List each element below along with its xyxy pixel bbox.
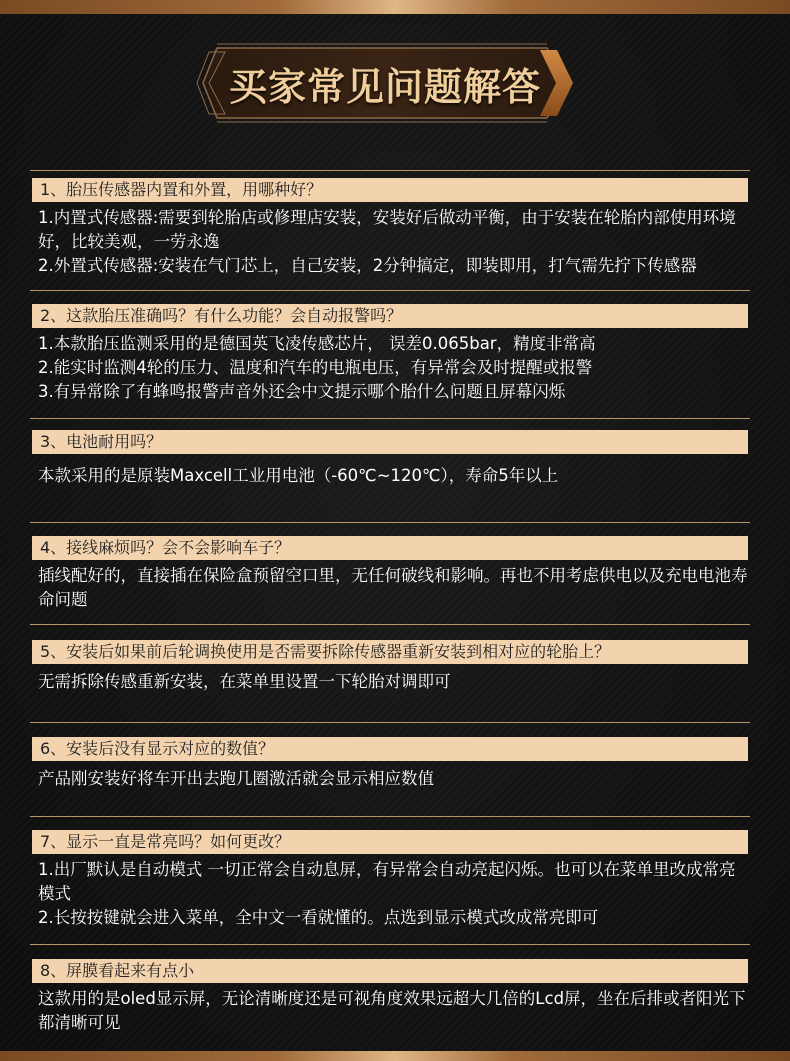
faq-item-4 — [30, 536, 750, 612]
faq-item-7 — [30, 830, 750, 930]
question-bar: 1、胎压传感器内置和外置，用哪种好？ — [32, 178, 748, 202]
divider-line — [30, 170, 750, 171]
question-bar: 3、电池耐用吗？ — [32, 430, 748, 454]
answer-line: 3.有异常除了有蜂鸣报警声音外还会中文提示哪个胎什么问题且屏幕闪烁 — [38, 382, 566, 401]
divider-line — [30, 290, 750, 291]
question-bar: 2、这款胎压准确吗？有什么功能？会自动报警吗？ — [32, 304, 748, 328]
answer-line: 1.出厂默认是自动模式 一切正常会自动息屏，有异常会自动亮起闪烁。也可以在菜单里改成常亮模式 — [38, 860, 736, 903]
answer-line: 2.外置式传感器:安装在气门芯上，自己安装，2分钟搞定，即装即用，打气需先拧下传感器 — [38, 256, 697, 275]
answer-block — [30, 767, 750, 791]
faq-item-3 — [30, 430, 750, 488]
answer-line: 2.能实时监测4轮的压力、温度和汽车的电瓶电压，有异常会及时提醒或报警 — [38, 358, 593, 377]
answer-line: 这款用的是oled显示屏，无论清晰度还是可视角度效果远超大几倍的Lcd屏，坐在后排或者阳光下都清晰可见 — [38, 989, 746, 1032]
answer-block — [30, 670, 750, 694]
bottom-gold-bar — [0, 1051, 790, 1061]
divider-line — [30, 522, 750, 523]
page-title: 买家常见问题解答 — [228, 64, 541, 109]
divider-line — [30, 624, 750, 625]
faq-item-2 — [30, 304, 750, 404]
question-bar: 4、接线麻烦吗？会不会影响车子？ — [32, 536, 748, 560]
top-gold-bar — [0, 0, 790, 14]
question-bar: 5、安装后如果前后轮调换使用是否需要拆除传感器重新安装到相对应的轮胎上？ — [32, 640, 748, 664]
answer-block — [30, 206, 750, 278]
answer-line: 本款采用的是原装Maxcell工业用电池（-60℃~120℃），寿命5年以上 — [38, 466, 559, 485]
faq-item-5 — [30, 640, 750, 694]
divider-line — [30, 944, 750, 945]
answer-block — [30, 564, 750, 612]
answer-block — [30, 464, 750, 488]
answer-line: 无需拆除传感重新安装，在菜单里设置一下轮胎对调即可 — [38, 672, 451, 691]
question-bar: 8、屏膜看起来有点小 — [32, 959, 748, 983]
question-bar: 7、显示一直是常亮吗？如何更改？ — [32, 830, 748, 854]
faq-item-8 — [30, 959, 750, 1035]
answer-line: 产品刚安装好将车开出去跑几圈激活就会显示相应数值 — [38, 769, 434, 788]
answer-block — [30, 332, 750, 404]
answer-line: 1.本款胎压监测采用的是德国英飞凌传感芯片， 误差0.065bar，精度非常高 — [38, 334, 596, 353]
divider-line — [30, 722, 750, 723]
title-banner — [195, 42, 575, 124]
answer-line: 1.内置式传感器:需要到轮胎店或修理店安装，安装好后做动平衡，由于安装在轮胎内部使用环境好，比较美观，一劳永逸 — [38, 208, 736, 251]
faq-item-6 — [30, 737, 750, 791]
faq-item-1 — [30, 178, 750, 278]
question-bar: 6、安装后没有显示对应的数值？ — [32, 737, 748, 761]
answer-block — [30, 987, 750, 1035]
divider-line — [30, 816, 750, 817]
divider-line — [30, 418, 750, 419]
answer-line: 2.长按按键就会进入菜单，全中文一看就懂的。点选到显示模式改成常亮即可 — [38, 908, 599, 927]
answer-block — [30, 858, 750, 930]
answer-line: 插线配好的，直接插在保险盒预留空口里，无任何破线和影响。再也不用考虑供电以及充电电池寿命问题 — [38, 566, 748, 609]
